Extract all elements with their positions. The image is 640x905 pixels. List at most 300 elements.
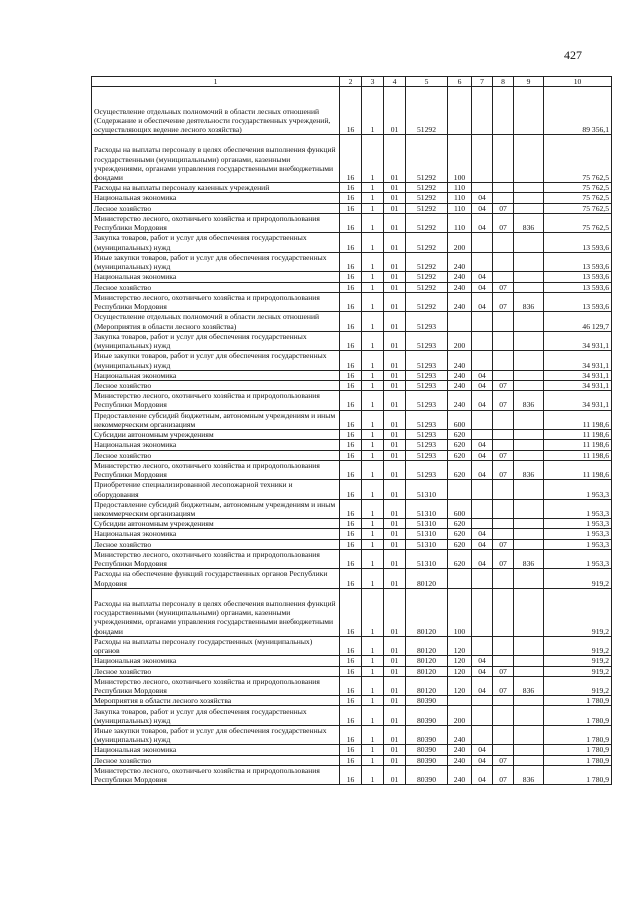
code-cell: 51292: [406, 252, 448, 272]
code-cell: 836: [514, 391, 544, 411]
row-name: Иные закупки товаров, работ и услуг для обеспечения государственных (муниципальных) нужд: [92, 351, 340, 371]
table-row: [92, 233, 612, 253]
code-cell: 16: [340, 233, 362, 253]
code-cell: 01: [384, 87, 406, 135]
code-cell: [472, 87, 493, 135]
code-cell: 01: [384, 193, 406, 203]
code-cell: 01: [384, 450, 406, 460]
code-cell: [514, 666, 544, 676]
code-cell: 1: [362, 213, 384, 233]
table-row: [92, 725, 612, 745]
code-cell: [472, 696, 493, 706]
row-name: Иные закупки товаров, работ и услуг для обеспечения государственных (муниципальных) нужд: [92, 725, 340, 745]
code-cell: 01: [384, 588, 406, 636]
code-cell: 16: [340, 193, 362, 203]
code-cell: [514, 696, 544, 706]
code-cell: 80120: [406, 636, 448, 656]
code-cell: 04: [472, 529, 493, 539]
amount-cell: 1 780,9: [544, 696, 612, 706]
amount-cell: 75 762,5: [544, 193, 612, 203]
row-name: Приобретение специализированной лесопожарной техники и оборудования: [92, 480, 340, 500]
code-cell: 16: [340, 135, 362, 183]
table-row: [92, 213, 612, 233]
code-cell: 04: [472, 391, 493, 411]
code-cell: [493, 351, 514, 371]
row-name: Министерство лесного, охотничьего хозяйства и природопользования Республики Мордовия: [92, 549, 340, 569]
code-cell: [493, 440, 514, 450]
code-cell: 836: [514, 213, 544, 233]
code-cell: 240: [448, 725, 472, 745]
code-cell: 51292: [406, 233, 448, 253]
code-cell: 01: [384, 282, 406, 292]
code-cell: [493, 370, 514, 380]
code-cell: 110: [448, 213, 472, 233]
code-cell: [493, 519, 514, 529]
code-cell: 16: [340, 331, 362, 351]
code-cell: [493, 312, 514, 332]
amount-cell: 13 593,6: [544, 282, 612, 292]
table-row: [92, 539, 612, 549]
code-cell: 620: [448, 519, 472, 529]
code-cell: 110: [448, 183, 472, 193]
code-cell: 1: [362, 519, 384, 529]
code-cell: 80120: [406, 656, 448, 666]
code-cell: 16: [340, 755, 362, 765]
table-row: [92, 380, 612, 390]
code-cell: 1: [362, 370, 384, 380]
code-cell: [493, 569, 514, 589]
code-cell: 16: [340, 282, 362, 292]
code-cell: [493, 87, 514, 135]
table-row: [92, 755, 612, 765]
code-cell: [493, 272, 514, 282]
row-name: Национальная экономика: [92, 272, 340, 282]
code-cell: 51293: [406, 351, 448, 371]
code-cell: 1: [362, 193, 384, 203]
code-cell: [472, 183, 493, 193]
code-cell: 110: [448, 193, 472, 203]
code-cell: 16: [340, 636, 362, 656]
table-row: [92, 391, 612, 411]
amount-cell: 1 953,3: [544, 480, 612, 500]
amount-cell: 1 780,9: [544, 745, 612, 755]
amount-cell: 13 593,6: [544, 272, 612, 282]
code-cell: 16: [340, 410, 362, 430]
amount-cell: 919,2: [544, 676, 612, 696]
code-cell: 1: [362, 529, 384, 539]
code-cell: 16: [340, 539, 362, 549]
row-name: Лесное хозяйство: [92, 380, 340, 390]
code-cell: 01: [384, 252, 406, 272]
code-cell: [472, 519, 493, 529]
code-cell: 01: [384, 233, 406, 253]
code-cell: 1: [362, 331, 384, 351]
code-cell: [472, 588, 493, 636]
code-cell: 51293: [406, 380, 448, 390]
table-row: [92, 636, 612, 656]
code-cell: 16: [340, 252, 362, 272]
table-row: [92, 410, 612, 430]
code-cell: 16: [340, 430, 362, 440]
code-cell: [493, 588, 514, 636]
row-name: Закупка товаров, работ и услуг для обеспечения государственных (муниципальных) нужд: [92, 706, 340, 726]
code-cell: [493, 499, 514, 519]
code-cell: 240: [448, 272, 472, 282]
column-header: 10: [544, 77, 612, 87]
row-name: Министерство лесного, охотничьего хозяйства и природопользования Республики Мордовия: [92, 765, 340, 785]
code-cell: 1: [362, 636, 384, 656]
code-cell: 1: [362, 676, 384, 696]
code-cell: 16: [340, 450, 362, 460]
column-header: 7: [472, 77, 493, 87]
table-row: [92, 272, 612, 282]
code-cell: [472, 636, 493, 656]
code-cell: 16: [340, 292, 362, 312]
code-cell: 04: [472, 450, 493, 460]
code-cell: 04: [472, 676, 493, 696]
table-row: [92, 135, 612, 183]
code-cell: 16: [340, 656, 362, 666]
amount-cell: 1 953,3: [544, 519, 612, 529]
row-name: Лесное хозяйство: [92, 450, 340, 460]
table-row: [92, 745, 612, 755]
code-cell: 240: [448, 755, 472, 765]
code-cell: 04: [472, 370, 493, 380]
code-cell: [448, 696, 472, 706]
column-header: 4: [384, 77, 406, 87]
table-row: [92, 656, 612, 666]
code-cell: 07: [493, 391, 514, 411]
code-cell: [493, 656, 514, 666]
code-cell: [514, 203, 544, 213]
code-cell: 01: [384, 539, 406, 549]
code-cell: 51292: [406, 135, 448, 183]
code-cell: 1: [362, 183, 384, 193]
row-name: Министерство лесного, охотничьего хозяйства и природопользования Республики Мордовия: [92, 292, 340, 312]
code-cell: 1: [362, 656, 384, 666]
code-cell: 16: [340, 588, 362, 636]
amount-cell: 1 953,3: [544, 499, 612, 519]
code-cell: 16: [340, 370, 362, 380]
code-cell: [493, 706, 514, 726]
table-row: [92, 370, 612, 380]
amount-cell: 89 356,1: [544, 87, 612, 135]
row-name: Министерство лесного, охотничьего хозяйства и природопользования Республики Мордовия: [92, 676, 340, 696]
code-cell: 1: [362, 380, 384, 390]
table-row: [92, 193, 612, 203]
code-cell: [514, 725, 544, 745]
code-cell: 04: [472, 765, 493, 785]
code-cell: 1: [362, 706, 384, 726]
code-cell: 51310: [406, 499, 448, 519]
code-cell: [448, 480, 472, 500]
code-cell: [514, 135, 544, 183]
row-name: Лесное хозяйство: [92, 282, 340, 292]
code-cell: [493, 636, 514, 656]
code-cell: 04: [472, 203, 493, 213]
code-cell: [514, 656, 544, 666]
code-cell: 51310: [406, 519, 448, 529]
code-cell: [514, 331, 544, 351]
amount-cell: 46 129,7: [544, 312, 612, 332]
code-cell: 240: [448, 252, 472, 272]
code-cell: 04: [472, 549, 493, 569]
code-cell: 1: [362, 312, 384, 332]
code-cell: 04: [472, 272, 493, 282]
code-cell: [514, 539, 544, 549]
code-cell: 1: [362, 233, 384, 253]
amount-cell: 1 780,9: [544, 706, 612, 726]
code-cell: 16: [340, 706, 362, 726]
amount-cell: 34 931,1: [544, 351, 612, 371]
code-cell: 836: [514, 765, 544, 785]
code-cell: 1: [362, 450, 384, 460]
code-cell: 16: [340, 87, 362, 135]
code-cell: 16: [340, 725, 362, 745]
code-cell: 01: [384, 440, 406, 450]
table-row: [92, 765, 612, 785]
code-cell: [472, 480, 493, 500]
table-row: [92, 588, 612, 636]
amount-cell: 13 593,6: [544, 233, 612, 253]
code-cell: [514, 636, 544, 656]
code-cell: 80120: [406, 676, 448, 696]
code-cell: 51293: [406, 391, 448, 411]
code-cell: 120: [448, 636, 472, 656]
code-cell: 01: [384, 696, 406, 706]
amount-cell: 75 762,5: [544, 183, 612, 193]
code-cell: 01: [384, 292, 406, 312]
code-cell: 1: [362, 765, 384, 785]
code-cell: 01: [384, 765, 406, 785]
code-cell: 1: [362, 499, 384, 519]
code-cell: 51293: [406, 460, 448, 480]
table-row: [92, 519, 612, 529]
code-cell: 120: [448, 676, 472, 696]
amount-cell: 75 762,5: [544, 213, 612, 233]
code-cell: 1: [362, 569, 384, 589]
row-name: Национальная экономика: [92, 529, 340, 539]
code-cell: 51293: [406, 440, 448, 450]
amount-cell: 75 762,5: [544, 203, 612, 213]
code-cell: 07: [493, 755, 514, 765]
code-cell: [448, 87, 472, 135]
amount-cell: 919,2: [544, 588, 612, 636]
code-cell: 51293: [406, 430, 448, 440]
amount-cell: 13 593,6: [544, 292, 612, 312]
code-cell: 1: [362, 460, 384, 480]
code-cell: 01: [384, 183, 406, 193]
code-cell: 01: [384, 351, 406, 371]
code-cell: 110: [448, 203, 472, 213]
code-cell: 01: [384, 706, 406, 726]
code-cell: 1: [362, 87, 384, 135]
row-name: Национальная экономика: [92, 193, 340, 203]
code-cell: 07: [493, 203, 514, 213]
code-cell: [514, 569, 544, 589]
row-name: Национальная экономика: [92, 656, 340, 666]
row-name: Осуществление отдельных полномочий в области лесных отношений (Содержание и обеспечение деятельности государственных учреждений, осуществляющих ведение лесного хозяйства): [92, 87, 340, 135]
row-name: Предоставление субсидий бюджетным, автономным учреждениям и иным некоммерческим организациям: [92, 410, 340, 430]
code-cell: 1: [362, 440, 384, 450]
code-cell: 100: [448, 588, 472, 636]
code-cell: 80390: [406, 745, 448, 755]
code-cell: 01: [384, 213, 406, 233]
code-cell: 51310: [406, 480, 448, 500]
code-cell: 01: [384, 519, 406, 529]
budget-table: [91, 76, 612, 785]
code-cell: 04: [472, 656, 493, 666]
code-cell: 51292: [406, 272, 448, 282]
code-cell: 01: [384, 312, 406, 332]
code-cell: 51293: [406, 410, 448, 430]
code-cell: 16: [340, 272, 362, 282]
amount-cell: 11 198,6: [544, 450, 612, 460]
code-cell: 07: [493, 539, 514, 549]
code-cell: 240: [448, 282, 472, 292]
code-cell: [514, 370, 544, 380]
code-cell: 16: [340, 312, 362, 332]
code-cell: [514, 312, 544, 332]
code-cell: 16: [340, 529, 362, 539]
code-cell: 16: [340, 351, 362, 371]
code-cell: [514, 351, 544, 371]
code-cell: 80120: [406, 569, 448, 589]
amount-cell: 34 931,1: [544, 380, 612, 390]
table-row: [92, 706, 612, 726]
code-cell: 1: [362, 745, 384, 755]
table-row: [92, 696, 612, 706]
code-cell: 80390: [406, 755, 448, 765]
code-cell: 01: [384, 460, 406, 480]
code-cell: 1: [362, 480, 384, 500]
code-cell: 01: [384, 272, 406, 282]
table-row: [92, 87, 612, 135]
budget-table-container: [91, 76, 611, 785]
code-cell: [514, 588, 544, 636]
code-cell: [514, 410, 544, 430]
code-cell: 1: [362, 351, 384, 371]
code-cell: 01: [384, 430, 406, 440]
table-row: [92, 331, 612, 351]
code-cell: [472, 725, 493, 745]
code-cell: [493, 410, 514, 430]
table-row: [92, 529, 612, 539]
code-cell: 200: [448, 706, 472, 726]
code-cell: 04: [472, 755, 493, 765]
code-cell: 80390: [406, 765, 448, 785]
table-row: [92, 252, 612, 272]
code-cell: 16: [340, 745, 362, 755]
row-name: Расходы на выплаты персоналу в целях обеспечения выполнения функций государственными (муниципальными) органами, казенными учреждениями, органами управления государственными внебюджетными фондами: [92, 588, 340, 636]
code-cell: [514, 519, 544, 529]
code-cell: 07: [493, 549, 514, 569]
code-cell: 1: [362, 252, 384, 272]
code-cell: 620: [448, 529, 472, 539]
amount-cell: 1 780,9: [544, 765, 612, 785]
code-cell: [493, 696, 514, 706]
amount-cell: 11 198,6: [544, 460, 612, 480]
code-cell: 01: [384, 676, 406, 696]
code-cell: 80390: [406, 725, 448, 745]
code-cell: [472, 252, 493, 272]
amount-cell: 11 198,6: [544, 430, 612, 440]
code-cell: 51310: [406, 539, 448, 549]
code-cell: [514, 706, 544, 726]
table-row: [92, 282, 612, 292]
code-cell: 240: [448, 391, 472, 411]
code-cell: 07: [493, 666, 514, 676]
code-cell: 51292: [406, 193, 448, 203]
code-cell: 01: [384, 331, 406, 351]
code-cell: 16: [340, 440, 362, 450]
code-cell: 16: [340, 460, 362, 480]
code-cell: 07: [493, 380, 514, 390]
column-header: 8: [493, 77, 514, 87]
code-cell: 01: [384, 480, 406, 500]
code-cell: [493, 745, 514, 755]
page-number: 427: [564, 48, 582, 62]
code-cell: 100: [448, 135, 472, 183]
code-cell: 01: [384, 135, 406, 183]
row-name: Мероприятия в области лесного хозяйства: [92, 696, 340, 706]
code-cell: [514, 233, 544, 253]
code-cell: 1: [362, 539, 384, 549]
code-cell: 51310: [406, 549, 448, 569]
code-cell: 16: [340, 183, 362, 193]
code-cell: [448, 312, 472, 332]
code-cell: 16: [340, 519, 362, 529]
amount-cell: 919,2: [544, 569, 612, 589]
code-cell: [448, 569, 472, 589]
code-cell: 836: [514, 549, 544, 569]
code-cell: 07: [493, 765, 514, 785]
code-cell: 51292: [406, 282, 448, 292]
code-cell: 01: [384, 745, 406, 755]
code-cell: 620: [448, 440, 472, 450]
code-cell: 04: [472, 440, 493, 450]
amount-cell: 1 780,9: [544, 755, 612, 765]
code-cell: 01: [384, 499, 406, 519]
code-cell: 04: [472, 193, 493, 203]
column-header: 1: [92, 77, 340, 87]
row-name: Лесное хозяйство: [92, 755, 340, 765]
code-cell: [493, 183, 514, 193]
table-row: [92, 480, 612, 500]
code-cell: 01: [384, 725, 406, 745]
code-cell: 01: [384, 755, 406, 765]
code-cell: 51292: [406, 213, 448, 233]
table-row: [92, 450, 612, 460]
code-cell: 51310: [406, 529, 448, 539]
code-cell: [493, 252, 514, 272]
table-row: [92, 549, 612, 569]
code-cell: 620: [448, 430, 472, 440]
code-cell: 04: [472, 380, 493, 390]
row-name: Субсидии автономным учреждениям: [92, 430, 340, 440]
code-cell: 1: [362, 755, 384, 765]
code-cell: 80390: [406, 696, 448, 706]
row-name: Осуществление отдельных полномочий в области лесных отношений (Мероприятия в области лесного хозяйства): [92, 312, 340, 332]
table-row: [92, 676, 612, 696]
code-cell: 1: [362, 391, 384, 411]
code-cell: 07: [493, 450, 514, 460]
code-cell: 16: [340, 676, 362, 696]
code-cell: 51292: [406, 87, 448, 135]
row-name: Национальная экономика: [92, 440, 340, 450]
row-name: Закупка товаров, работ и услуг для обеспечения государственных (муниципальных) нужд: [92, 331, 340, 351]
code-cell: 16: [340, 499, 362, 519]
